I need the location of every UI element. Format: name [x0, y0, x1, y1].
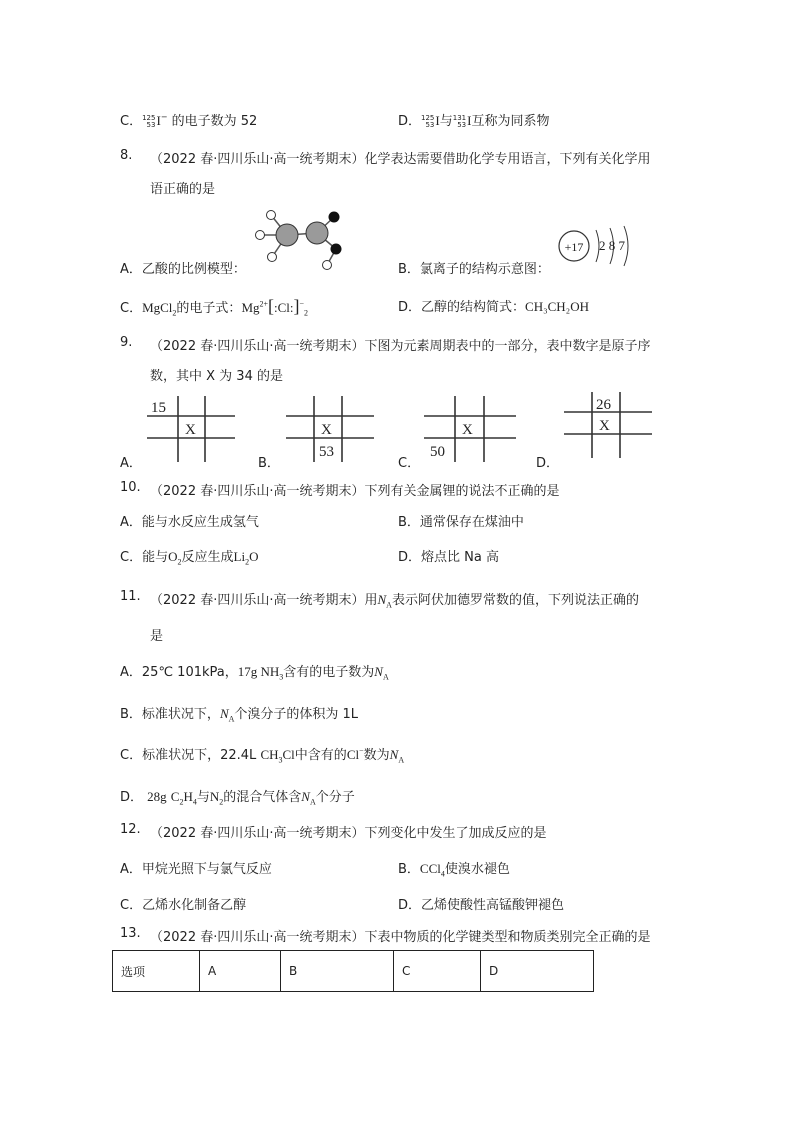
- subscript: 3: [278, 755, 283, 765]
- electron-shells: 2 8 7: [599, 238, 625, 253]
- q8-option-d[interactable]: [398, 296, 589, 315]
- text-segment: （2022 春·四川乐山·高一统考期末）用: [150, 593, 378, 608]
- q11-option-a[interactable]: [120, 661, 389, 682]
- element-symbol: I: [156, 113, 161, 128]
- volume: 22.4L: [220, 748, 257, 763]
- option-text: 与: [439, 114, 453, 129]
- subscript: 2: [179, 797, 184, 807]
- mass-number: 131: [452, 113, 467, 122]
- option-label: A．: [120, 862, 142, 877]
- superscript: −: [359, 746, 364, 756]
- avogadro-symbol: N: [377, 592, 387, 607]
- question-number: 12.: [120, 822, 141, 837]
- table-header-cell: D: [481, 951, 594, 992]
- acetic-acid-model-image: [252, 205, 352, 275]
- hydrogen-atom: [323, 261, 332, 270]
- carbon-atom: [306, 222, 328, 244]
- subscript: 3: [279, 672, 284, 682]
- chemical-formula: O: [249, 549, 259, 564]
- option-label: D．: [398, 300, 422, 315]
- q8-option-a[interactable]: [120, 258, 246, 277]
- table-header-cell: C: [394, 951, 481, 992]
- question-text: [150, 589, 639, 610]
- chemical-formula: O: [168, 549, 178, 564]
- option-text: 数为: [363, 748, 390, 763]
- q10-option-c[interactable]: [120, 546, 258, 567]
- question-number: 8.: [120, 148, 133, 163]
- option-label: C．: [120, 898, 143, 913]
- right-bracket: ]: [293, 296, 300, 316]
- chloride-ion-structure-diagram: [556, 224, 646, 272]
- q8-option-b[interactable]: [398, 258, 550, 277]
- mass-number: 125: [421, 113, 435, 122]
- question-text: （2022 春·四川乐山·高一统考期末）下图为元素周期表中的一部分，表中数字是原子序: [150, 339, 651, 354]
- chemical-formula: CCl: [419, 861, 441, 876]
- option-text: 个溴分子的体积为 1L: [234, 707, 359, 722]
- option-label: A．: [120, 665, 142, 680]
- option-text: 甲烷光照下与氯气反应: [141, 862, 272, 877]
- subscript: 4: [192, 797, 197, 807]
- isotope-prefix: [453, 115, 466, 129]
- option-text: 通常保存在煤油中: [419, 515, 524, 530]
- q9-option-a-label[interactable]: A．: [120, 456, 142, 471]
- chemical-formula: 17g NH: [237, 664, 280, 679]
- option-text: 乙酸的比例模型：: [141, 262, 246, 277]
- option-label: C．: [120, 114, 143, 129]
- atomic-number: 53: [425, 120, 435, 129]
- q9-option-b-grid: [284, 394, 376, 464]
- element-x: X: [185, 422, 196, 438]
- subscript: A: [382, 672, 389, 682]
- carbon-atom: [276, 224, 298, 246]
- option-text: 个分子: [315, 790, 355, 805]
- option-text: 使溴水褪色: [444, 862, 510, 877]
- avogadro-symbol: N: [219, 706, 229, 721]
- avogadro-symbol: N: [389, 747, 399, 762]
- electron-formula-mg: Mg: [241, 300, 260, 315]
- oxygen-atom: [331, 244, 342, 255]
- chemical-formula: CH: [260, 747, 279, 762]
- q11-option-d[interactable]: [120, 786, 355, 807]
- table-header-cell: B: [281, 951, 394, 992]
- option-label: A．: [120, 515, 142, 530]
- question-number: 10.: [120, 480, 141, 495]
- subscript: 2: [304, 308, 309, 318]
- option-label: B．: [120, 707, 142, 722]
- oxygen-atom: [329, 212, 340, 223]
- chemical-formula: Cl: [282, 747, 295, 762]
- subscript: A: [398, 755, 405, 765]
- question-text: （2022 春·四川乐山·高一统考期末）下表中物质的化学键类型和物质类别完全正确的是: [150, 930, 651, 945]
- element-x: X: [321, 422, 332, 438]
- subscript: A: [309, 797, 316, 807]
- option-label: C．: [120, 301, 143, 316]
- option-text: 的电子式：: [176, 301, 242, 316]
- option-text: 能与: [142, 550, 169, 565]
- hydrogen-atom: [267, 211, 276, 220]
- q12-option-a[interactable]: [120, 858, 272, 877]
- option-text: 的混合气体含: [223, 790, 302, 805]
- option-label: B．: [398, 262, 420, 277]
- q10-option-a[interactable]: [120, 511, 259, 530]
- option-text: 含有的电子数为: [283, 665, 375, 680]
- hydrogen-atom: [256, 231, 265, 240]
- question-text: （2022 春·四川乐山·高一统考期末）化学表达需要借助化学专用语言，下列有关化学用: [150, 152, 651, 167]
- subscript: 2: [245, 557, 250, 567]
- option-text: 乙烯使酸性高锰酸钾褪色: [421, 898, 565, 913]
- q7-option-d[interactable]: [398, 110, 549, 129]
- table-row: [113, 951, 594, 992]
- option-text: 乙醇的结构简式：: [421, 300, 526, 315]
- q10-option-d[interactable]: [398, 546, 499, 565]
- element-symbol: I: [435, 113, 440, 128]
- table-header-cell: A: [200, 951, 281, 992]
- option-text: 氯离子的结构示意图：: [419, 262, 550, 277]
- q11-option-c[interactable]: [120, 744, 404, 765]
- q11-option-b[interactable]: [120, 703, 358, 724]
- electron-formula-cl: :Cl:: [274, 300, 294, 315]
- q9-option-d-label[interactable]: D．: [536, 456, 560, 471]
- chemical-formula: MgCl: [142, 300, 173, 315]
- q12-option-b[interactable]: [398, 858, 510, 879]
- avogadro-symbol: N: [301, 789, 310, 804]
- q13-table: [112, 950, 594, 992]
- option-label: D．: [398, 114, 422, 129]
- option-text: 25℃ 101kPa，: [141, 665, 238, 680]
- isotope-prefix: [421, 115, 434, 129]
- element-symbol: I: [467, 113, 472, 128]
- superscript: 2+: [259, 299, 269, 309]
- question-text: （2022 春·四川乐山·高一统考期末）下列变化中发生了加成反应的是: [150, 826, 547, 841]
- atomic-number: 26: [596, 397, 611, 413]
- atomic-number: 53: [457, 120, 467, 129]
- option-text: 标准状况下，: [141, 707, 220, 722]
- element-x: X: [462, 422, 473, 438]
- q12-option-c[interactable]: [120, 894, 246, 913]
- hydrogen-atom: [268, 253, 277, 262]
- chemical-formula: Cl: [346, 747, 360, 762]
- option-text: 中含有的: [294, 748, 347, 763]
- superscript: −: [299, 299, 305, 309]
- question-number: 11.: [120, 589, 141, 604]
- q9-option-b-label[interactable]: B．: [258, 456, 280, 471]
- option-text: 互称为同系物: [471, 114, 550, 129]
- option-label: D．: [398, 898, 422, 913]
- q9-option-c-grid: [422, 394, 518, 464]
- question-text: 语正确的是: [150, 182, 216, 197]
- option-label: C．: [120, 550, 143, 565]
- chemical-formula: H: [183, 789, 193, 804]
- option-text: 反应生成: [181, 550, 234, 565]
- q7-option-c[interactable]: [120, 110, 257, 129]
- chemical-formula: CH₃CH₂OH: [525, 299, 589, 314]
- text-segment: 表示阿伏加德罗常数的值，下列说法正确的: [391, 593, 639, 608]
- avogadro-symbol: N: [374, 664, 383, 679]
- atomic-number: 15: [151, 400, 166, 416]
- isotope-prefix: [142, 115, 155, 129]
- q10-option-b[interactable]: [398, 511, 524, 530]
- option-label: A．: [120, 262, 142, 277]
- q12-option-d[interactable]: [398, 894, 564, 913]
- atomic-number: 53: [146, 120, 156, 129]
- option-text: 乙烯水化制备乙醇: [142, 898, 247, 913]
- option-label: B．: [398, 862, 420, 877]
- option-text: 能与水反应生成氢气: [141, 515, 259, 530]
- left-bracket: [: [268, 296, 275, 316]
- chemical-formula: N: [209, 789, 220, 804]
- question-number: 13.: [120, 926, 141, 941]
- option-label: B．: [398, 515, 420, 530]
- option-label: D．: [120, 790, 144, 805]
- mass: 28g: [147, 789, 167, 804]
- subscript: 2: [219, 797, 224, 807]
- option-text: 标准状况下，: [142, 748, 221, 763]
- option-label: C．: [120, 748, 143, 763]
- table-header-cell: 选项: [113, 951, 200, 992]
- q8-option-c[interactable]: [120, 296, 308, 318]
- option-text: 的电子数为 52: [171, 114, 258, 129]
- subscript: A: [386, 600, 392, 610]
- option-text: 与: [196, 790, 210, 805]
- subscript: 2: [177, 557, 182, 567]
- mass-number: 125: [142, 113, 156, 122]
- subscript: A: [228, 714, 235, 724]
- chemical-formula: C: [170, 789, 180, 804]
- q9-option-c-label[interactable]: C．: [398, 456, 421, 471]
- q9-option-a-grid: [145, 394, 237, 464]
- question-text: 数，其中 X 为 34 的是: [150, 369, 283, 384]
- option-text: 熔点比 Na 高: [421, 550, 499, 565]
- question-text: （2022 春·四川乐山·高一统考期末）下列有关金属锂的说法不正确的是: [150, 484, 560, 499]
- element-x: X: [599, 418, 610, 434]
- option-label: D．: [398, 550, 422, 565]
- atomic-number: 53: [319, 444, 334, 460]
- subscript: 2: [172, 308, 177, 318]
- subscript: 4: [440, 869, 445, 879]
- question-text: 是: [150, 629, 164, 644]
- ion-charge: −: [160, 112, 168, 122]
- nucleus-charge: +17: [564, 240, 584, 254]
- chemical-formula: Li: [233, 549, 246, 564]
- atomic-number: 50: [430, 444, 445, 460]
- q9-option-d-grid: [562, 390, 654, 460]
- question-number: 9.: [120, 335, 133, 350]
